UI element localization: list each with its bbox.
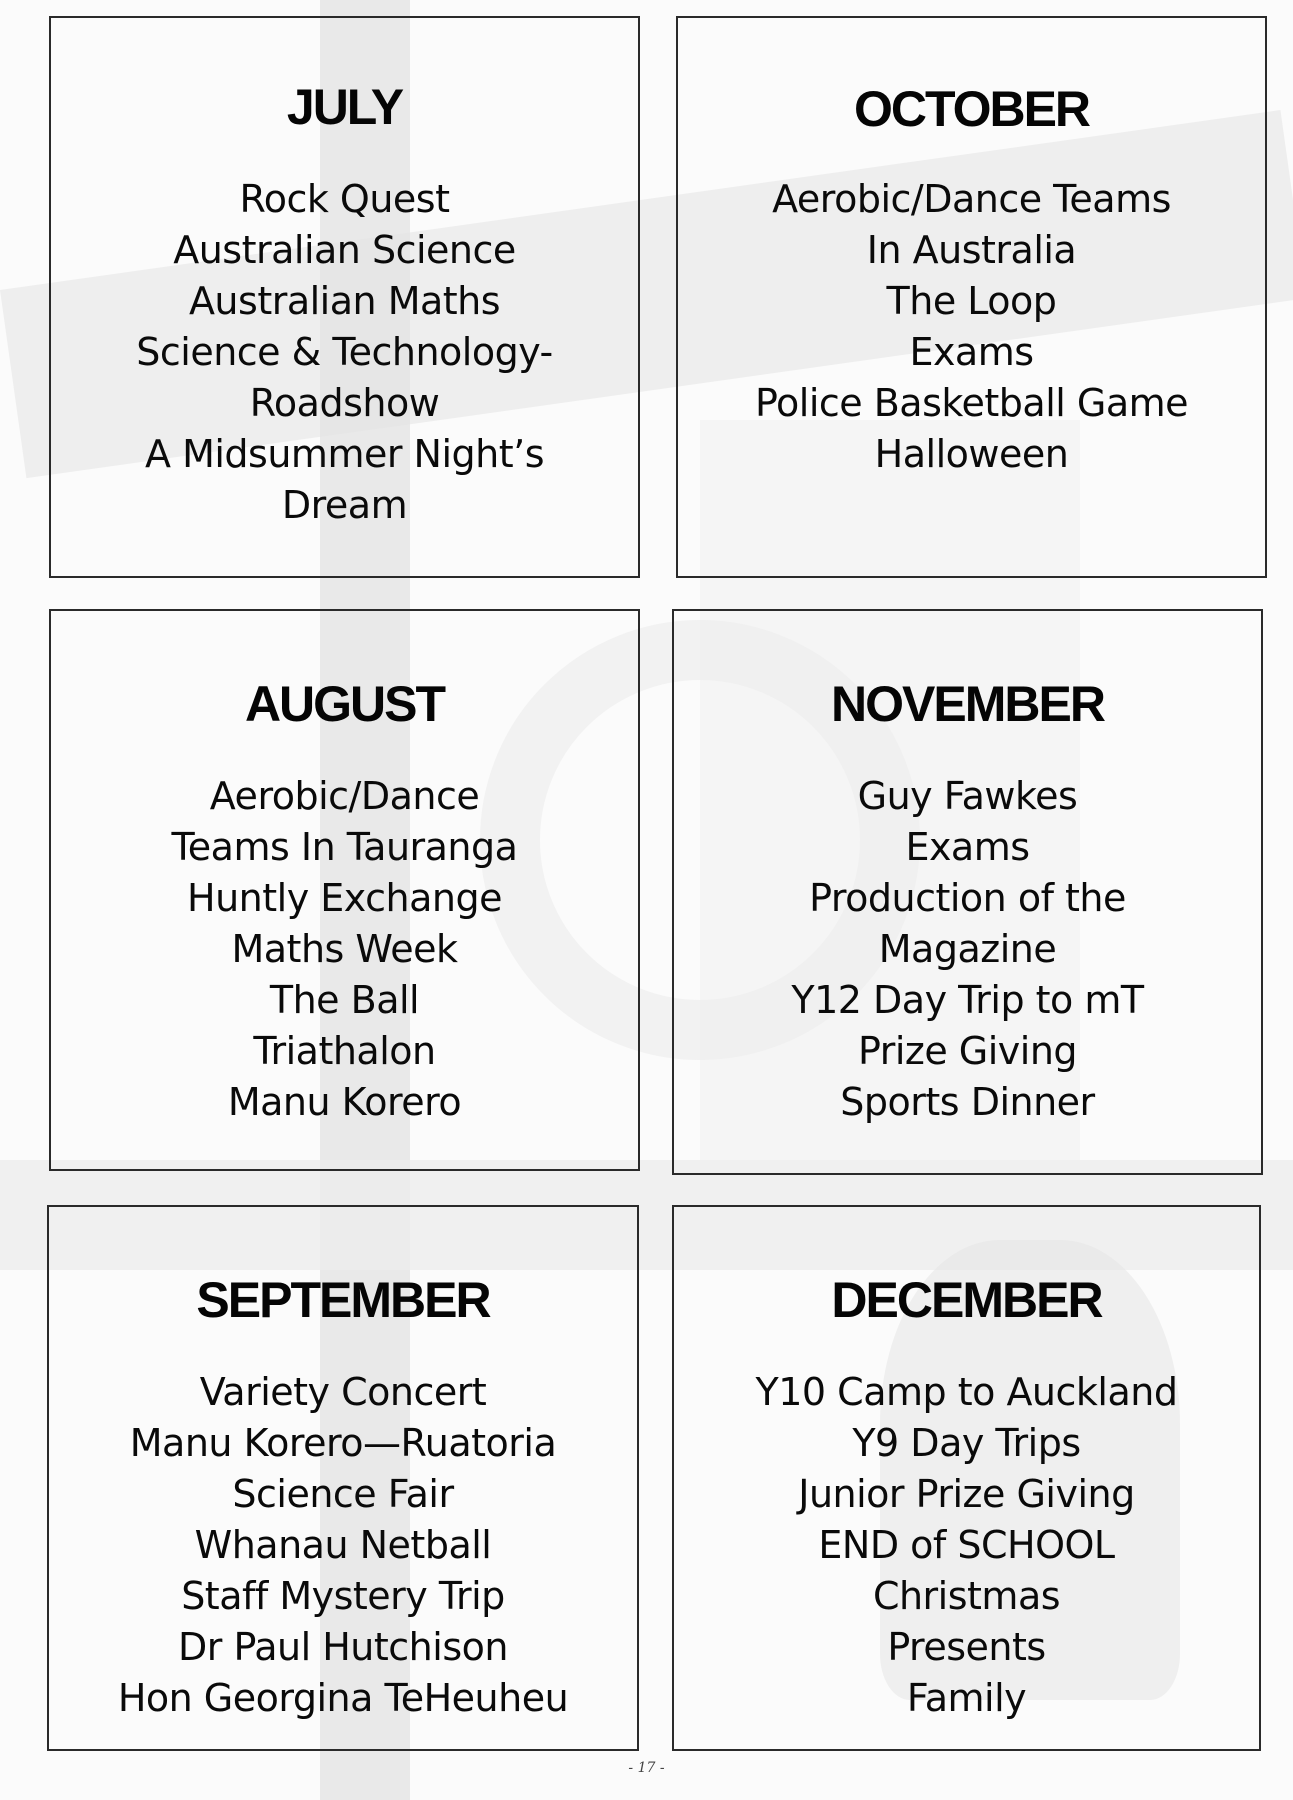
event-item: Exams bbox=[909, 330, 1034, 374]
event-item: Christmas bbox=[872, 1574, 1061, 1618]
event-item: Rock Quest bbox=[239, 177, 450, 221]
event-item: Science & Technology- bbox=[136, 330, 553, 374]
month-box-november bbox=[672, 609, 1263, 1175]
event-item: END of SCHOOL bbox=[818, 1523, 1115, 1567]
event-item: Triathalon bbox=[253, 1029, 436, 1073]
event-list-october bbox=[678, 174, 1265, 480]
event-item: Y9 Day Trips bbox=[852, 1421, 1081, 1465]
event-item: Police Basketball Game bbox=[754, 381, 1189, 425]
event-item: Y12 Day Trip to mT bbox=[791, 978, 1144, 1022]
event-item: The Loop bbox=[886, 279, 1057, 323]
event-item: In Australia bbox=[866, 228, 1077, 272]
event-list-september bbox=[49, 1367, 637, 1724]
event-list-december bbox=[674, 1367, 1259, 1724]
event-item: Dream bbox=[281, 483, 408, 527]
event-list-august bbox=[51, 771, 638, 1128]
event-item: Manu Korero bbox=[227, 1080, 462, 1124]
event-item: Prize Giving bbox=[857, 1029, 1078, 1073]
event-item: Science Fair bbox=[232, 1472, 454, 1516]
month-title-november: NOVEMBER bbox=[831, 676, 1104, 732]
event-item: Australian Maths bbox=[188, 279, 501, 323]
event-list-july bbox=[51, 174, 638, 531]
month-title-september: SEPTEMBER bbox=[196, 1272, 490, 1328]
event-item: Whanau Netball bbox=[194, 1523, 492, 1567]
event-item: Variety Concert bbox=[199, 1370, 487, 1414]
event-item: Staff Mystery Trip bbox=[181, 1574, 505, 1618]
event-item: Huntly Exchange bbox=[187, 876, 502, 920]
event-item: Guy Fawkes bbox=[857, 774, 1078, 818]
event-list-november bbox=[674, 771, 1261, 1128]
event-item: The Ball bbox=[269, 978, 420, 1022]
event-item: Hon Georgina TeHeuheu bbox=[117, 1676, 569, 1720]
event-item: Roadshow bbox=[249, 381, 440, 425]
event-item: Family bbox=[906, 1676, 1027, 1720]
event-item: Aerobic/Dance bbox=[209, 774, 480, 818]
month-box-july bbox=[49, 16, 640, 578]
month-title-december: DECEMBER bbox=[831, 1272, 1102, 1328]
event-item: Magazine bbox=[878, 927, 1057, 971]
event-item: A Midsummer Night’s bbox=[145, 432, 544, 476]
event-item: Manu Korero—Ruatoria bbox=[129, 1421, 557, 1465]
event-item: Presents bbox=[887, 1625, 1046, 1669]
event-item: Exams bbox=[905, 825, 1030, 869]
month-title-october: OCTOBER bbox=[853, 81, 1090, 137]
event-item: Maths Week bbox=[231, 927, 458, 971]
month-title-july: JULY bbox=[286, 79, 403, 135]
month-box-december bbox=[672, 1205, 1261, 1751]
event-item: Halloween bbox=[874, 432, 1069, 476]
month-box-september bbox=[47, 1205, 639, 1751]
event-item: Australian Science bbox=[173, 228, 516, 272]
month-title-august: AUGUST bbox=[244, 676, 445, 732]
event-item: Y10 Camp to Auckland bbox=[755, 1370, 1178, 1414]
month-box-october bbox=[676, 16, 1267, 578]
event-item: Dr Paul Hutchison bbox=[178, 1625, 508, 1669]
event-item: Junior Prize Giving bbox=[798, 1472, 1135, 1516]
page-number: - 17 - bbox=[628, 1760, 665, 1776]
event-item: Sports Dinner bbox=[840, 1080, 1095, 1124]
month-box-august bbox=[49, 609, 640, 1171]
event-item: Production of the bbox=[809, 876, 1126, 920]
event-item: Teams In Tauranga bbox=[171, 825, 518, 869]
event-item: Aerobic/Dance Teams bbox=[772, 177, 1171, 221]
